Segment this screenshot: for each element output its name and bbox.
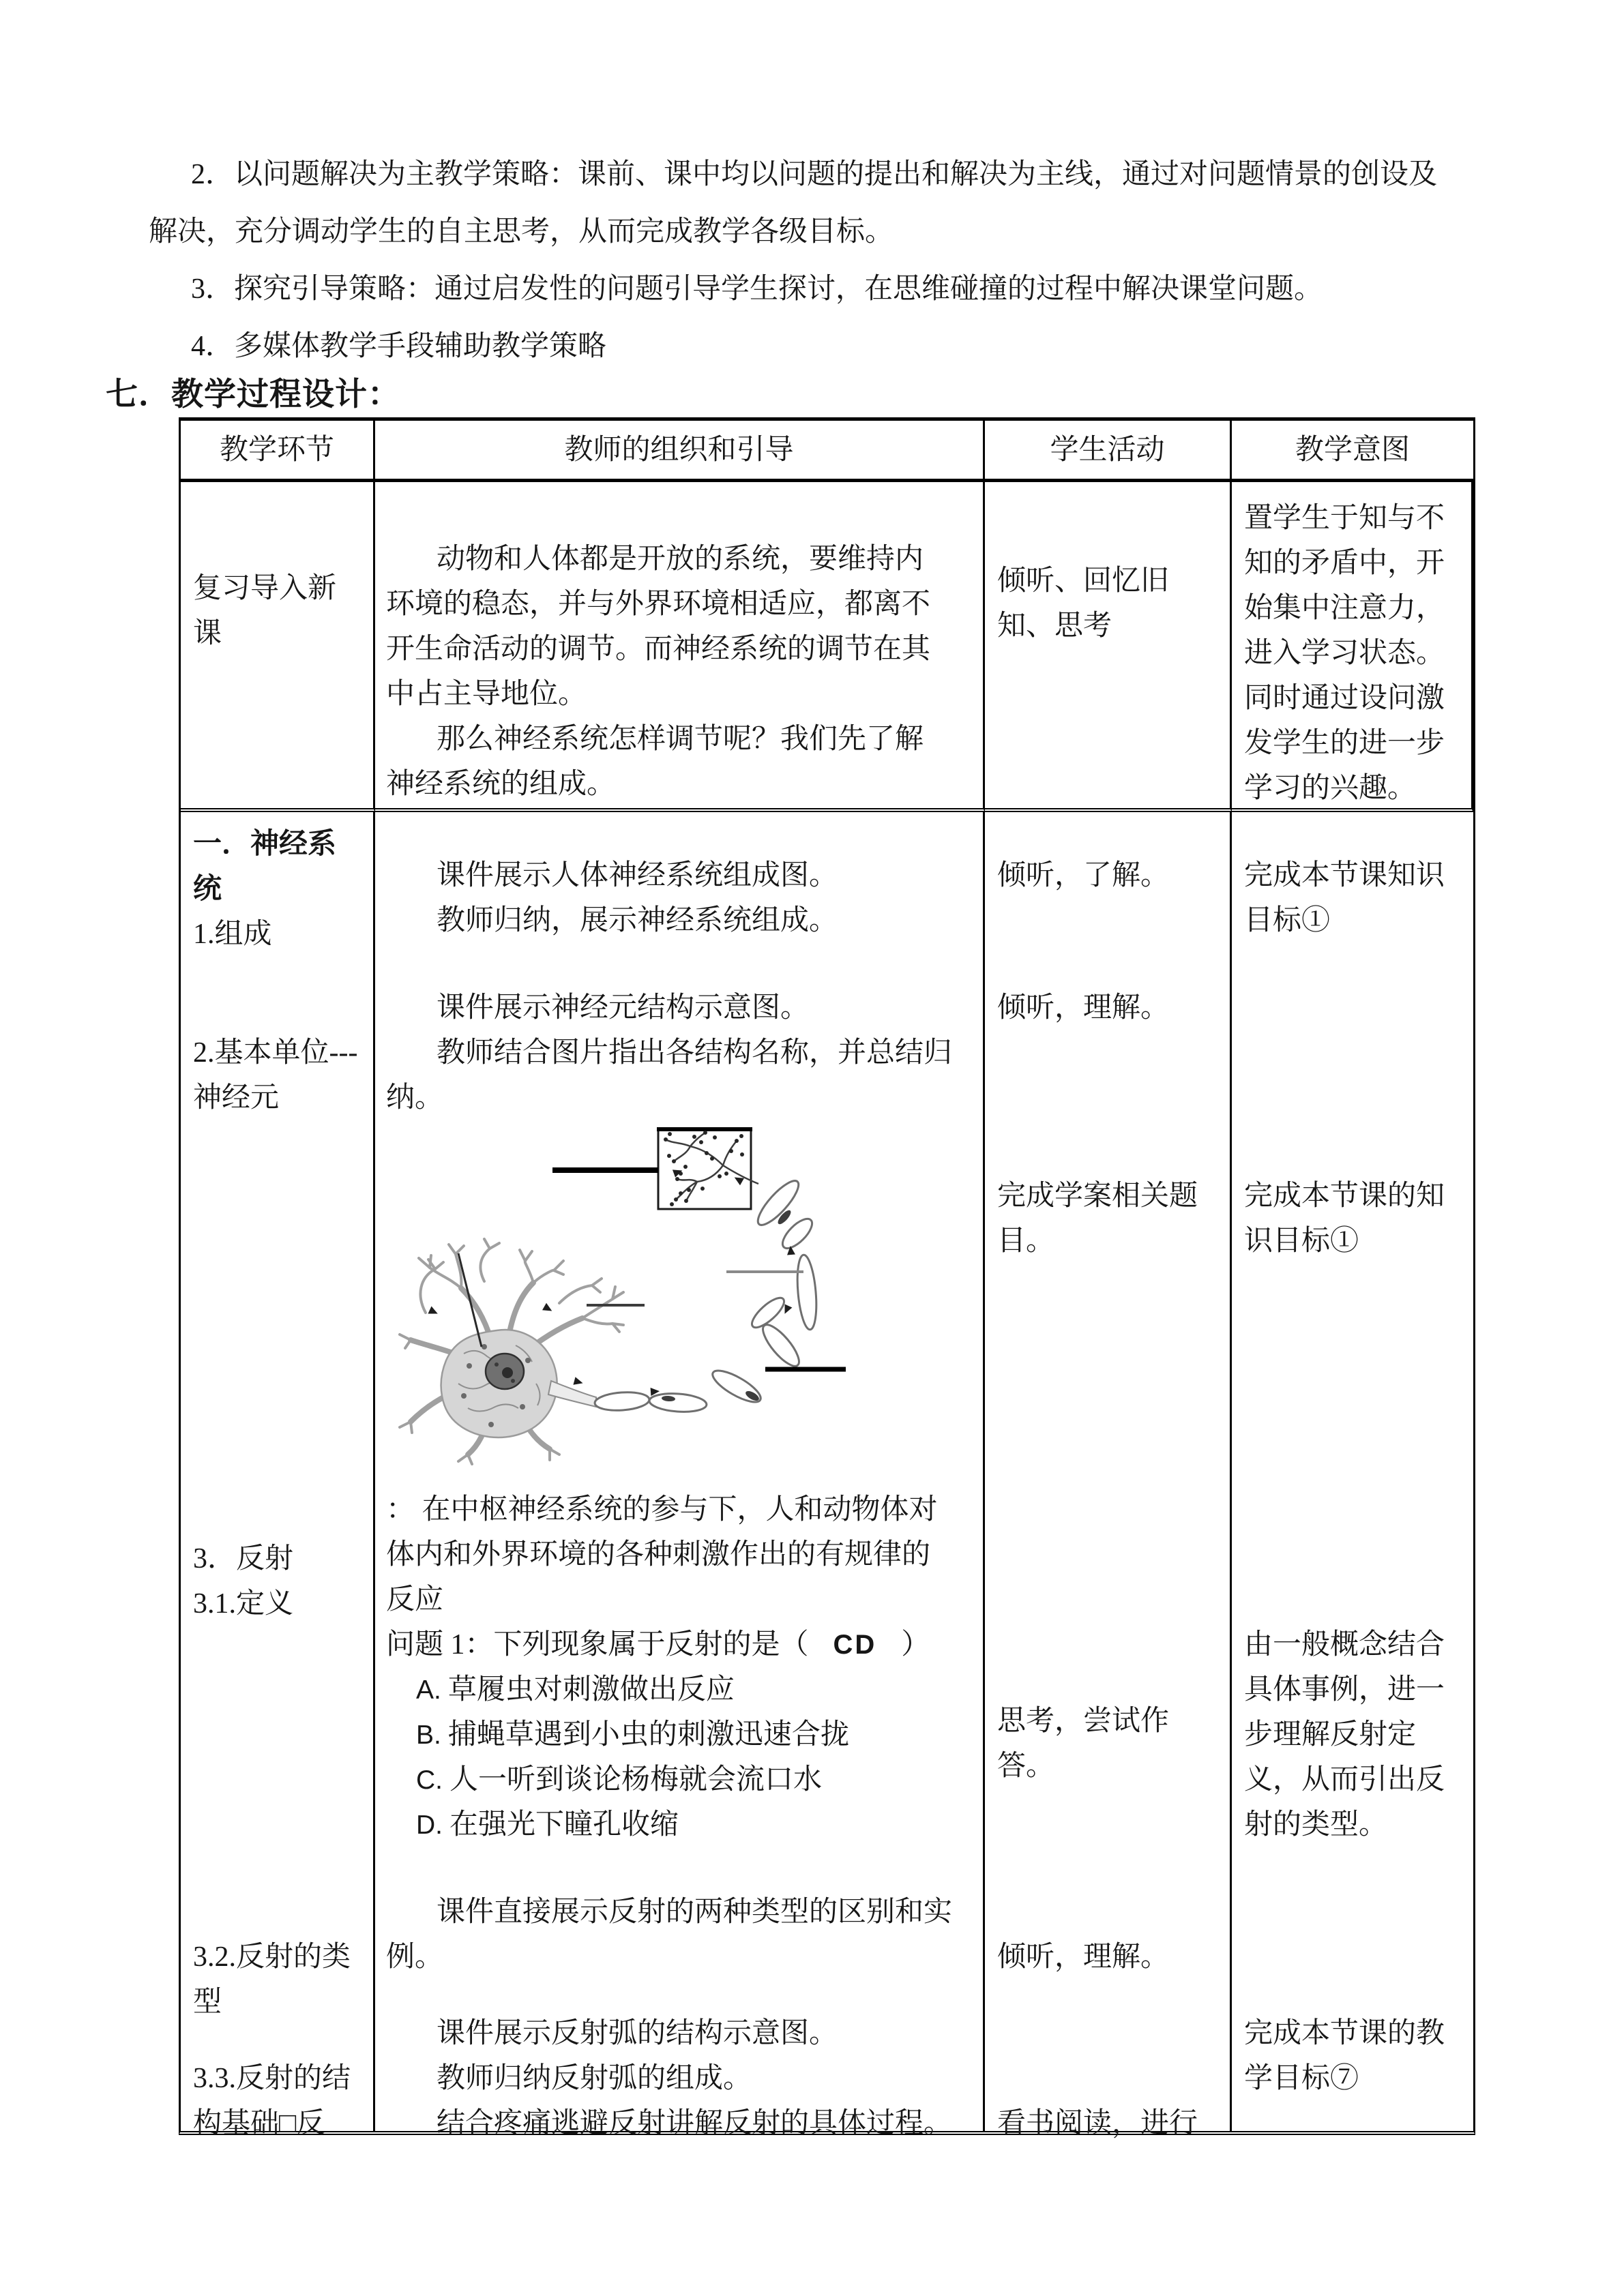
- teacher-note: 教师归纳反射弧的组成。: [437, 2063, 752, 2094]
- question-answer: CD: [833, 1630, 877, 1660]
- phase-item-3-3: 3.3.反射的结构基础□反: [193, 2063, 351, 2139]
- teacher-note: 教师结合图片指出各结构名称，并总结归纳。: [386, 1037, 953, 1114]
- nucleolus: [502, 1367, 513, 1378]
- question-line: [386, 1622, 952, 1667]
- column-header-phase: 教学环节: [181, 421, 375, 482]
- teacher-note: 结合疼痛逃避反射讲解反射的具体过程。: [437, 2108, 953, 2139]
- teacher-cell-main: [375, 812, 985, 2139]
- teacher-note-group: [386, 2011, 952, 2146]
- label-line-nucleus: [458, 1253, 482, 1347]
- column-header-teacher: 教师的组织和引导: [375, 421, 985, 482]
- teacher-note: 课件直接展示反射的两种类型的区别和实例。: [386, 1896, 953, 1973]
- axon-hillock: [548, 1381, 596, 1407]
- teacher-cell-review: [375, 482, 985, 812]
- option-label: A.: [416, 1675, 441, 1705]
- student-activity: 完成学案相关题目。: [997, 1180, 1198, 1257]
- option-text: 人一听到谈论杨梅就会流口水: [449, 1764, 823, 1795]
- question-close-paren: ）: [901, 1629, 930, 1660]
- reflex-definition: ： 在中枢神经系统的参与下，人和动物体对体内和外界环境的各种刺激作出的有规律的反应: [386, 1494, 938, 1615]
- student-activity: 看书阅读，进行: [997, 2108, 1198, 2139]
- phase-item-3-2: 3.2.反射的类型: [193, 1941, 351, 2018]
- question-text: 问题 1：下列现象属于反射的是（: [386, 1629, 809, 1660]
- option-text: 在强光下瞳孔收缩: [449, 1809, 679, 1840]
- option-row: [386, 1667, 952, 1712]
- option-text: 草履虫对刺激做出反应: [447, 1674, 735, 1705]
- neuron-structure-figure: [382, 1114, 859, 1495]
- teacher-note-group: [386, 853, 952, 943]
- teacher-note: 课件展示神经元结构示意图。: [437, 992, 810, 1024]
- column-header-student: 学生活动: [985, 421, 1232, 482]
- option-text: 捕蝇草遇到小虫的刺激迅速合拢: [447, 1719, 849, 1750]
- strategy-paragraph-4: 4．多媒体教学手段辅助教学策略: [191, 331, 607, 362]
- strategy-paragraph-3: 3．探究引导策略：通过启发性的问题引导学生探讨，在思维碰撞的过程中解决课堂问题。: [191, 273, 1323, 305]
- phase-item-1: 1.组成: [193, 919, 272, 950]
- axon-segments: [594, 1176, 819, 1414]
- phase-item-2: 2.基本单位---神经元: [193, 1037, 358, 1114]
- option-label: D.: [416, 1810, 443, 1840]
- student-activity: 思考，尝试作答。: [997, 1705, 1170, 1782]
- teacher-note: 教师归纳，展示神经系统组成。: [437, 905, 838, 936]
- cell-body: [441, 1330, 557, 1437]
- lesson-plan-table: [179, 417, 1475, 2139]
- phase-item-3-1: 3.1.定义: [193, 1588, 294, 1620]
- teacher-note-group: [386, 985, 952, 1120]
- teaching-intent: 完成本节课知识目标①: [1244, 860, 1445, 936]
- phase-cell-main: [181, 812, 375, 2139]
- intent-cell-main: [1232, 812, 1473, 2131]
- option-row: [386, 1802, 952, 1847]
- section-heading: 七．教学过程设计：: [106, 377, 400, 413]
- intent-cell-review: 置学生于知与不知的矛盾中，开始集中注意力，进入学习状态。同时通过设问激发学生的进一步学习的兴趣。: [1232, 482, 1473, 812]
- teacher-note: 课件展示反射弧的结构示意图。: [437, 2018, 838, 2049]
- student-cell-main: [985, 812, 1232, 2139]
- phase-item-3: 3．反射: [193, 1543, 294, 1575]
- option-label: C.: [416, 1765, 443, 1795]
- student-cell-review: 倾听、回忆旧知、思考: [985, 482, 1232, 812]
- option-row: [386, 1712, 952, 1757]
- student-activity: 倾听，理解。: [997, 1941, 1170, 1973]
- teaching-intent: 完成本节课的教学目标⑦: [1244, 2018, 1445, 2094]
- teaching-intent: 完成本节课的知识目标①: [1244, 1180, 1445, 1257]
- phase-unit-title: 一．神经系统: [193, 829, 337, 905]
- teacher-paragraph: 那么神经系统怎样调节呢？我们先了解神经系统的组成。: [386, 724, 924, 800]
- strategy-paragraphs: [149, 146, 1445, 375]
- question-options: [386, 1667, 952, 1847]
- teaching-intent: 由一般概念结合具体事例，进一步理解反射定义，从而引出反射的类型。: [1244, 1629, 1445, 1840]
- teacher-note: 课件展示人体神经系统组成图。: [437, 860, 838, 891]
- option-label: B.: [416, 1720, 441, 1750]
- strategy-paragraph-2: 2．以问题解决为主教学策略：课前、课中均以问题的提出和解决为主线，通过对问题情景的创设及解决，充分调动学生的自主思考，从而完成教学各级目标。: [149, 159, 1438, 248]
- student-activity: 倾听，了解。: [997, 860, 1170, 891]
- option-row: [386, 1757, 952, 1802]
- column-header-intent: 教学意图: [1232, 421, 1473, 482]
- phase-cell-review: 复习导入新课: [181, 482, 375, 812]
- teacher-paragraph: 动物和人体都是开放的系统，要维持内环境的稳态，并与外界环境相适应，都离不开生命活动的调节。而神经系统的调节在其中占主导地位。: [386, 543, 931, 710]
- student-activity: 倾听，理解。: [997, 992, 1170, 1024]
